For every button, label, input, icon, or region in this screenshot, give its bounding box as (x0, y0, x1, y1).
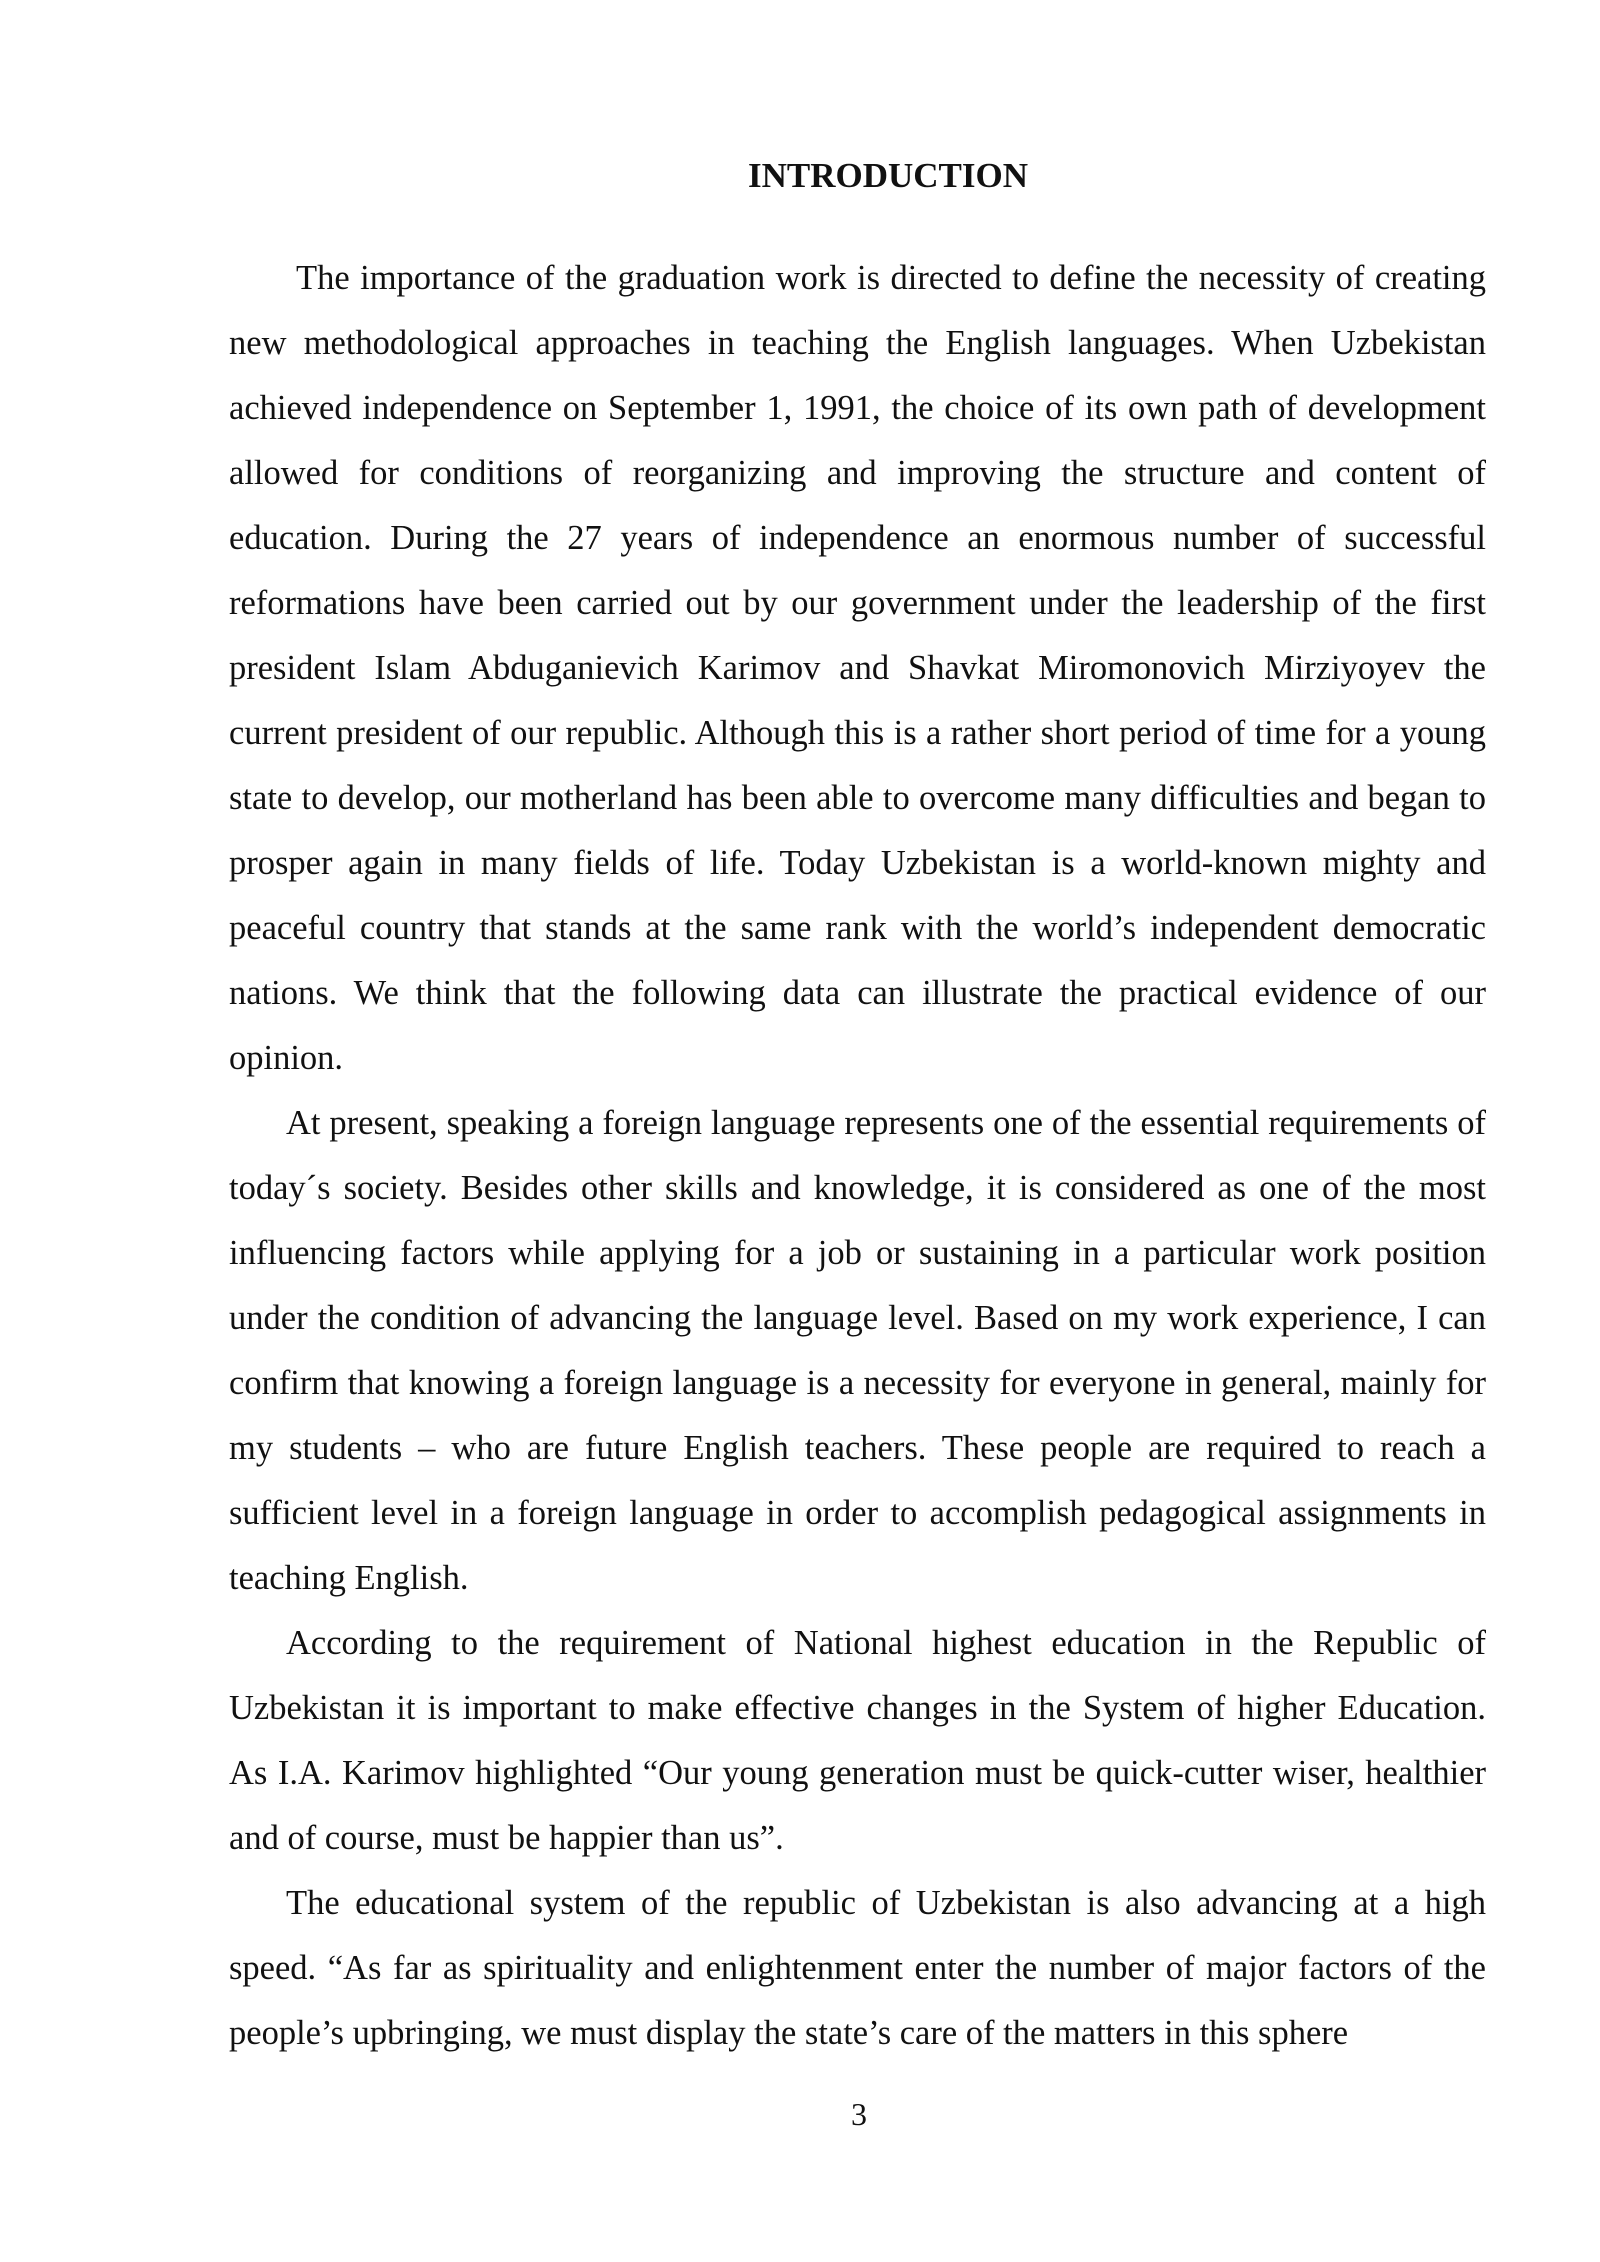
page-number: 3 (851, 2096, 867, 2132)
page-title: INTRODUCTION (747, 156, 1029, 195)
body-text (229, 246, 1486, 2066)
paragraph-2: At present, speaking a foreign language represents one of the essential requirements of today´s society. Besides other skills and knowledge, it is considered as one of the most influencing factors while applying for a job or sustaining in a particular work position under the condition of advancing the language level. Based on my work experience, I can confirm that knowing a foreign language is a necessity for everyone in general, mainly for my students – who are future English teachers. These people are required to reach a sufficient level in a foreign language in order to accomplish pedagogical assignments in teaching English. (229, 1104, 1486, 1597)
paragraph-3: According to the requirement of National highest education in the Republic of Uzbekistan it is important to make effective changes in the System of higher Education. As I.A. Karimov highlighted “Our young generation must be quick-cutter wiser, healthier and of course, must be happier than us”. (229, 1624, 1486, 1857)
paragraph-4: The educational system of the republic of Uzbekistan is also advancing at a high speed. “As far as spirituality and enlightenment enter the number of major factors of the people’s upbringing, we must display the state’s care of the matters in this sphere (229, 1884, 1486, 2052)
paragraph-1: The importance of the graduation work is directed to define the necessity of creating new methodological approaches in teaching the English languages. When Uzbekistan achieved independence on September 1, 1991, the choice of its own path of development allowed for conditions of reorganizing and improving the structure and content of education. During the 27 years of independence an enormous number of successful reformations have been carried out by our government under the leadership of the first president Islam Abduganievich Karimov and Shavkat Miromonovich Mirziyoyev the current president of our republic. Although this is a rather short period of time for a young state to develop, our motherland has been able to overcome many difficulties and began to prosper again in many fields of life. Today Uzbekistan is a world-known mighty and peaceful country that stands at the same rank with the world’s independent democratic nations. We think that the following data can illustrate the practical evidence of our opinion. (229, 259, 1486, 1077)
